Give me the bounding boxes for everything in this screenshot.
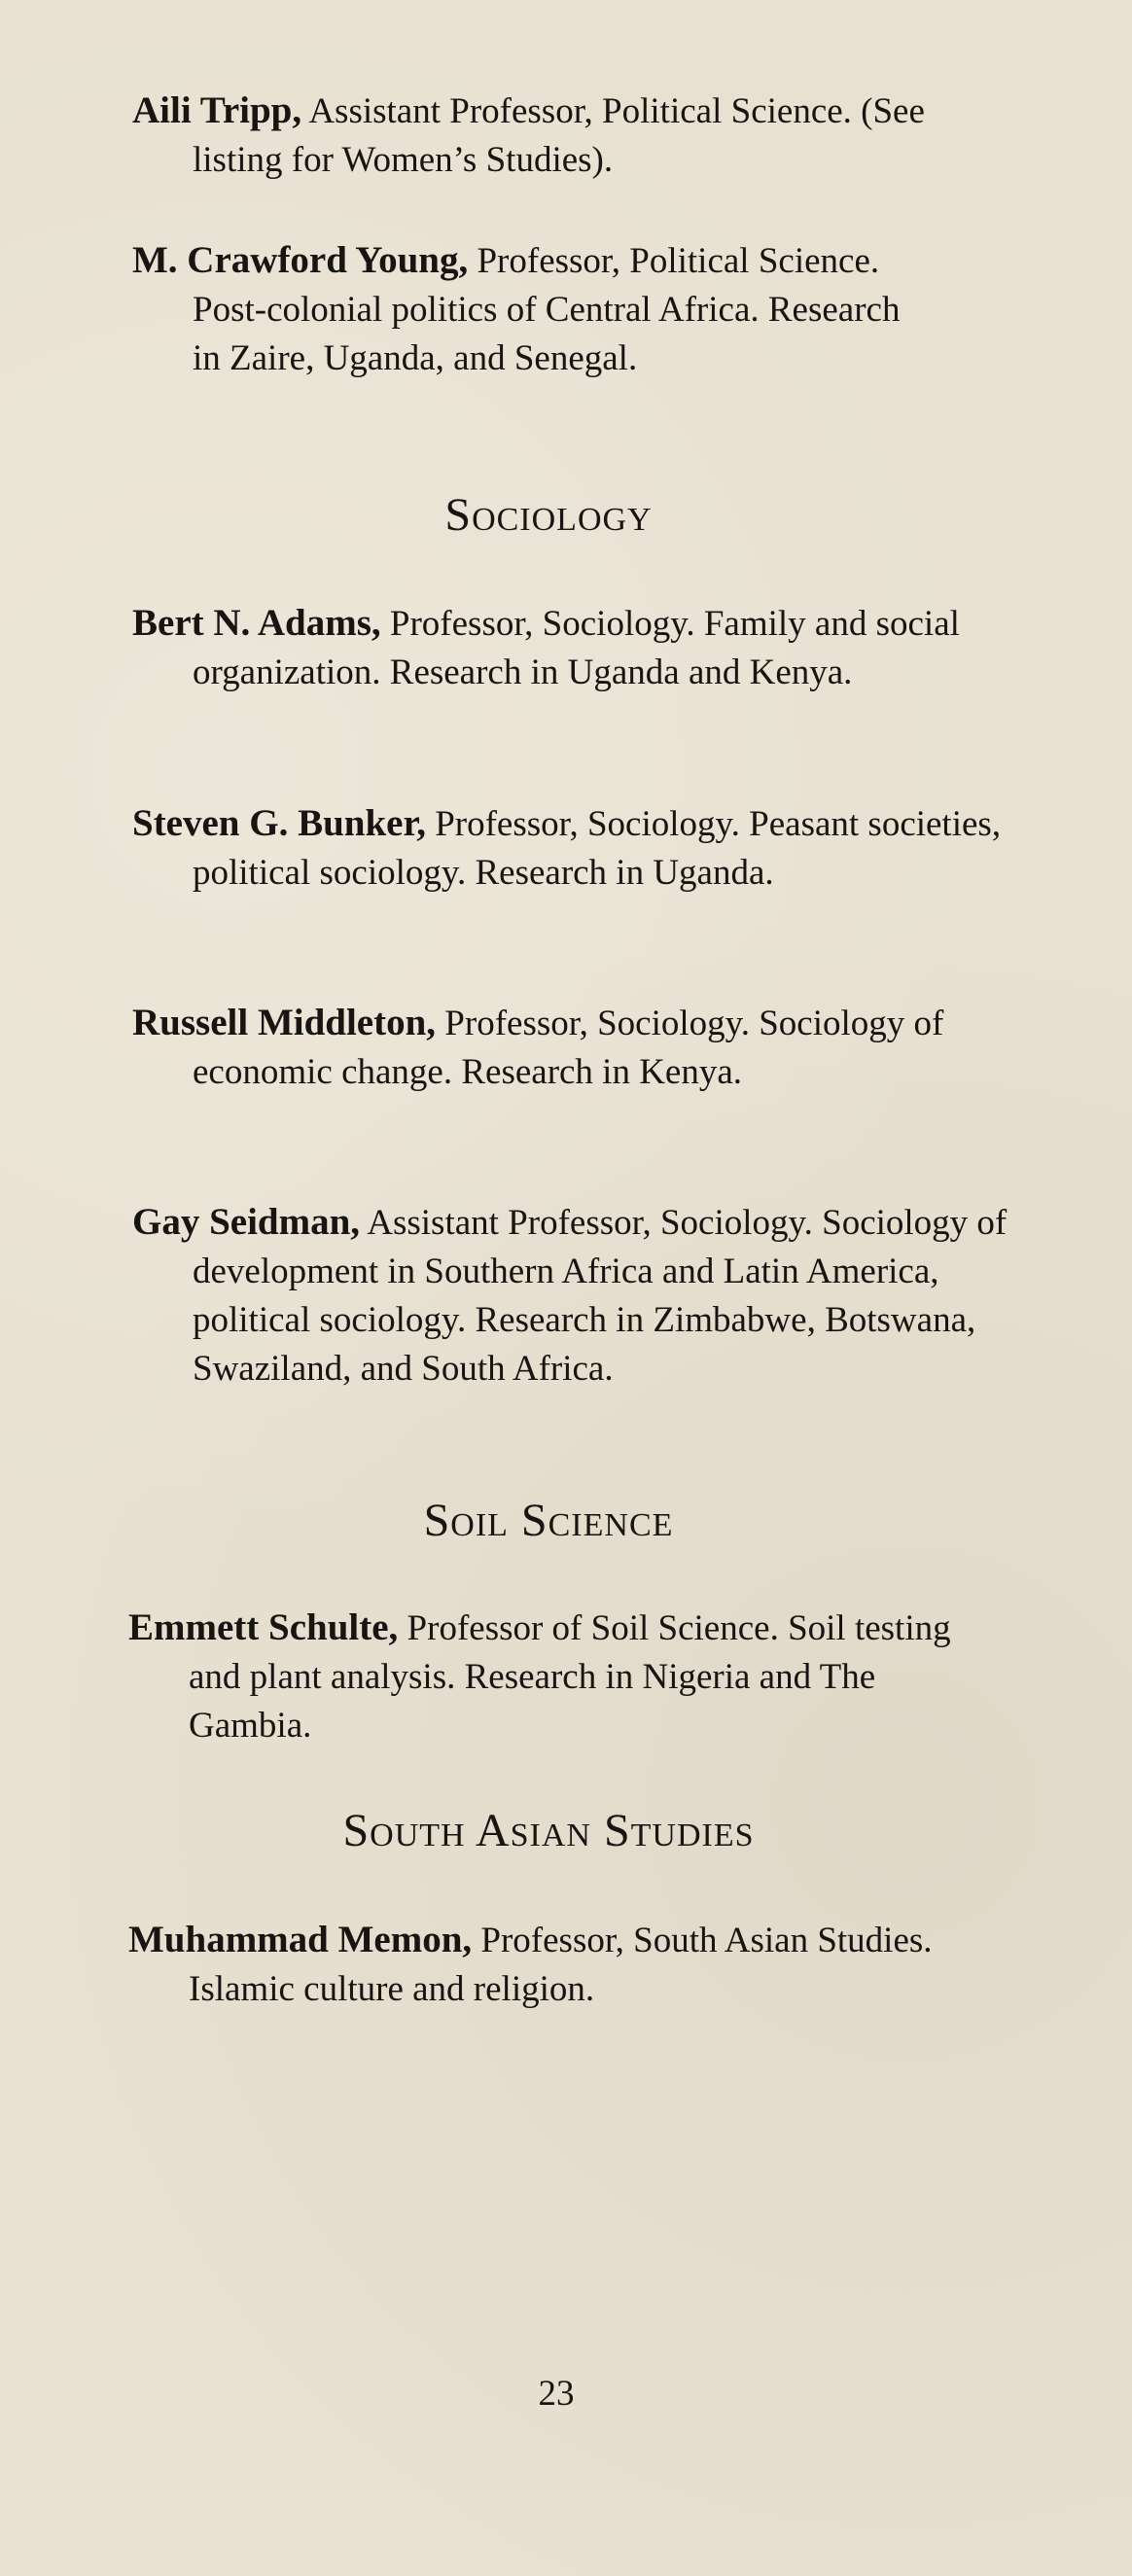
section-heading-sociology: Sociology	[444, 489, 653, 541]
faculty-description: Professor, Political Science. Post-colonial politics of Central Africa. Research in Zaire, Uganda, and Senegal.	[193, 241, 901, 378]
faculty-entry-m-crawford-young	[132, 236, 910, 383]
faculty-description: Assistant Professor, Sociology. Sociology of development in Southern Africa and Latin America, political sociology. Research in Zimbabwe, Botswana, Swaziland, and South Africa.	[193, 1203, 1008, 1389]
faculty-entry-aili-tripp	[132, 87, 1008, 185]
page-number: 23	[538, 2374, 575, 2414]
faculty-name: Steven G. Bunker,	[132, 802, 426, 844]
faculty-entry-emmett-schulte	[128, 1604, 1004, 1750]
faculty-entry-muhammad-memon	[128, 1916, 1004, 2014]
entry-paragraph	[132, 999, 1008, 1097]
section-heading-south-asian-studies: South Asian Studies	[342, 1805, 755, 1856]
faculty-name: Aili Tripp,	[132, 89, 302, 131]
faculty-description: Assistant Professor, Political Science. (See listing for Women’s Studies).	[193, 91, 925, 180]
faculty-name: M. Crawford Young,	[132, 239, 469, 281]
faculty-description: Professor, South Asian Studies. Islamic culture and religion.	[189, 1921, 933, 2009]
faculty-entry-russell-middleton	[132, 999, 1008, 1097]
faculty-description: Professor of Soil Science. Soil testing and plant analysis. Research in Nigeria and The Gambia.	[189, 1608, 951, 1746]
faculty-entry-steven-g-bunker	[132, 799, 1008, 898]
entry-paragraph	[128, 1604, 1004, 1750]
faculty-description: Professor, Sociology. Family and social organization. Research in Uganda and Kenya.	[193, 604, 960, 692]
entry-paragraph	[132, 599, 1008, 697]
faculty-name: Bert N. Adams,	[132, 602, 381, 644]
faculty-description: Professor, Sociology. Sociology of economic change. Research in Kenya.	[193, 1004, 944, 1092]
entry-paragraph	[132, 236, 910, 383]
section-heading-soil-science: Soil Science	[423, 1495, 674, 1546]
entry-paragraph	[132, 799, 1008, 898]
entry-paragraph	[128, 1916, 1004, 2014]
faculty-name: Gay Seidman,	[132, 1201, 361, 1243]
faculty-entry-gay-seidman	[132, 1198, 1008, 1394]
faculty-name: Muhammad Memon,	[128, 1919, 473, 1960]
faculty-name: Emmett Schulte,	[128, 1606, 399, 1648]
faculty-name: Russell Middleton,	[132, 1002, 437, 1043]
faculty-entry-bert-n-adams	[132, 599, 1008, 697]
entry-paragraph	[132, 87, 1008, 185]
entry-paragraph	[132, 1198, 1008, 1394]
faculty-description: Professor, Sociology. Peasant societies, political sociology. Research in Uganda.	[193, 804, 1002, 893]
